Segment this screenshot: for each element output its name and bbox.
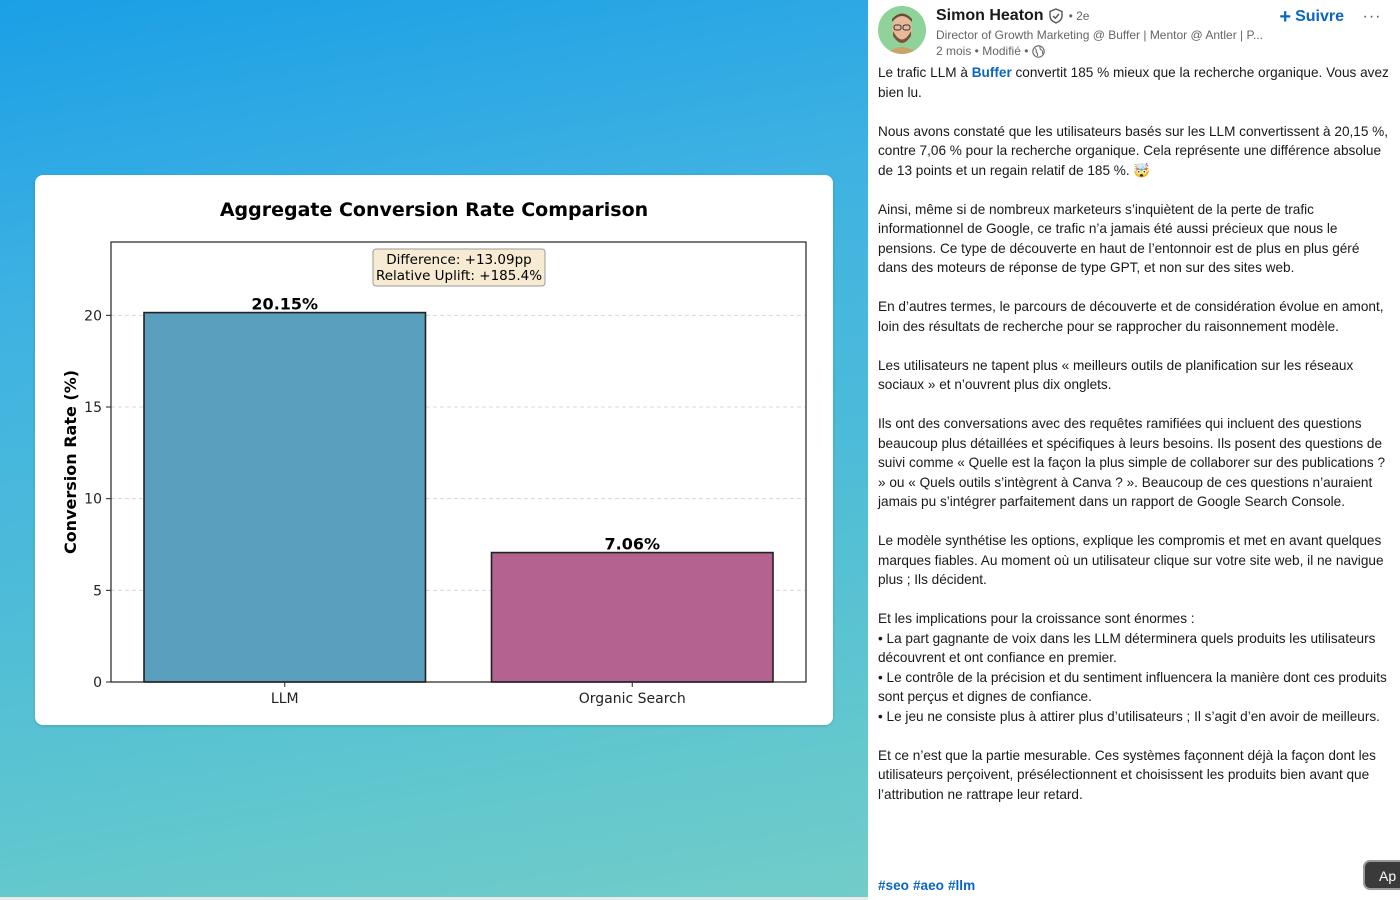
verified-icon [1048, 8, 1064, 24]
bar-1 [492, 553, 773, 682]
post-time: 2 mois • Modifié • [936, 44, 1029, 58]
chart-title: Aggregate Conversion Rate Comparison [219, 199, 649, 221]
y-tick-label: 0 [93, 675, 102, 691]
post-panel [868, 0, 1400, 900]
paragraph-6: Ils ont des conversations avec des requêtes ramifiées qui incluent des questions beaucoup plus détaillées et spécifiques à leurs besoins. Ils posent des questions de suivi comme « Quelle est la façon la plus simple de collaborer sur des publications ? » ou « Quels outils s’intègrent à Canva ? ». Beaucoup de ces questions n’auraient jamais pu s’intégrer parfaitement dans un rapport de Google Search Console. [878, 416, 1385, 509]
y-tick-label: 20 [84, 308, 102, 325]
paragraph-8 [878, 609, 1390, 726]
connection-degree: • 2e [1068, 9, 1090, 23]
floating-tooltip[interactable]: Ap [1363, 860, 1400, 890]
author-block [936, 6, 1296, 58]
bars [144, 313, 773, 682]
follow-label: Suivre [1295, 8, 1344, 25]
bullet-item: • La part gagnante de voix dans les LLM déterminera quels produits les utilisateurs découvrent et ont confiance en premier. [878, 630, 1376, 665]
bar-chart [35, 175, 833, 725]
hashtags [878, 878, 979, 893]
more-options-button[interactable]: ··· [1362, 8, 1382, 25]
y-tick-label: 15 [84, 400, 102, 416]
y-tick-label: 5 [93, 583, 102, 600]
annotation-difference: Difference: +13.09pp [386, 252, 532, 268]
paragraph-5: Les utilisateurs ne tapent plus « meilleurs outils de planification sur les réseaux sociaux » et n’ouvrent plus dix onglets. [878, 357, 1354, 392]
paragraph-2: Nous avons constaté que les utilisateurs basés sur les LLM convertissent à 20,15 %, contre 7,06 % pour la recherche organique. Cela représente une différence absolue de 13 points et un regain relatif de 185 %. 🤯 [878, 123, 1389, 178]
post-header [878, 6, 1398, 58]
data-label: 20.15% [251, 294, 319, 314]
paragraph-1: Le trafic LLM à Buffer convertit 185 % mieux que la recherche organique. Vous avez bien lu. [878, 65, 1389, 100]
hashtag-aeo[interactable]: #aeo [912, 878, 944, 893]
annotation-box [373, 249, 545, 286]
bullet-item: • Le contrôle de la précision et du sentiment influencera la manière dont ces produits sont perçus et dignes de confiance. [878, 669, 1387, 704]
avatar[interactable] [878, 6, 926, 54]
paragraph-3: Ainsi, même si de nombreux marketeurs s’inquiètent de la perte de trafic informationnel de Google, ce trafic n’a jamais été aussi précieux que nous le pensions. Ce type de découverte en haut de l’entonnoir est de plus en plus géré dans des moteurs de réponse de type GPT, et non sur des sites web. [878, 201, 1360, 275]
paragraph-9: Et ce n’est que la partie mesurable. Ces systèmes façonnent déjà la façon dont les utilisateurs perçoivent, présélectionnent et choisissent les produits bien avant que l’attribution ne rattrape leur retard. [878, 747, 1376, 802]
buffer-link[interactable]: Buffer [971, 65, 1012, 80]
globe-icon [1032, 45, 1045, 58]
data-label: 7.06% [604, 534, 661, 554]
hashtag-seo[interactable]: #seo [878, 878, 909, 893]
hashtag-llm[interactable]: #llm [947, 878, 976, 893]
implications-intro: Et les implications pour la croissance sont énormes : [878, 611, 1195, 626]
y-axis-label: Conversion Rate (%) [61, 369, 80, 555]
x-tick-label: LLM [270, 691, 299, 707]
paragraph-7: Le modèle synthétise les options, explique les compromis et met en avant quelques marques fiables. Au moment où un utilisateur clique sur votre site web, il ne navigue plus ; Ils décident. [878, 533, 1384, 587]
annotation-uplift: Relative Uplift: +185.4% [375, 268, 543, 284]
post-text [878, 63, 1390, 824]
author-name[interactable]: Simon Heaton [936, 7, 1044, 24]
plus-icon: + [1279, 6, 1292, 28]
author-headline: Director of Growth Marketing @ Buffer | Mentor @ Antler | P... [936, 28, 1263, 42]
paragraph-4: En d’autres termes, le parcours de découverte et de considération évolue en amont, loin des résultats de recherche pour se rapprocher du raisonnement modèle. [878, 299, 1384, 334]
x-tick-label: Organic Search [578, 691, 686, 707]
bullet-item: • Le jeu ne consiste plus à attirer plus d’utilisateurs ; Il s’agit d’en avoir de meilleurs. [878, 708, 1380, 724]
y-tick-label: 10 [84, 491, 102, 508]
chart-image [35, 175, 833, 725]
bar-0 [144, 313, 425, 682]
follow-button[interactable] [1279, 6, 1344, 28]
